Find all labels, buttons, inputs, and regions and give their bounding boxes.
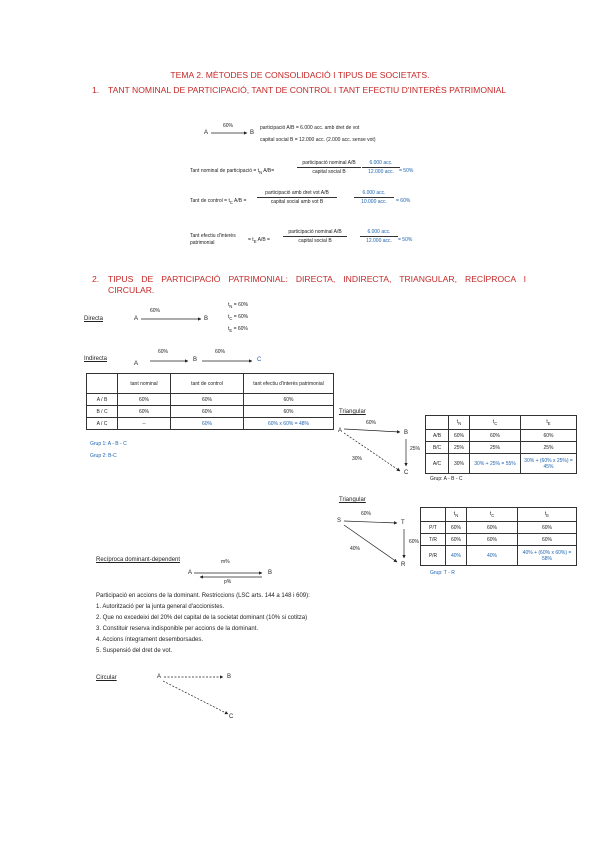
- s1-node-b: B: [250, 130, 255, 136]
- triangular2-st-label: 60%: [361, 511, 372, 517]
- indirecta-node-a: A: [134, 361, 139, 367]
- circular-label: Circular: [96, 675, 117, 681]
- indirecta-node-b: B: [193, 357, 198, 363]
- section1-number: 1.: [92, 85, 100, 95]
- formula-te-fraction: participació nominal A/B capital social B: [283, 229, 347, 244]
- indirecta-arrow1-label: 60%: [158, 349, 169, 355]
- formula-tn-values: 6.000 acc. 12.000 acc.: [362, 160, 400, 175]
- reciproca-node-b: B: [268, 570, 273, 576]
- triangular-arrow-ac: [344, 433, 400, 471]
- triangular2-group: Grup: T - R: [430, 570, 455, 576]
- reciproca-item: 1. Autorització per la junta general d'accionistes.: [96, 604, 225, 610]
- triangular2-node-r: R: [401, 562, 406, 568]
- formula-te-values: 6.000 acc. 12.000 acc.: [360, 229, 398, 244]
- table-row: A/C 30% 30% + 25% = 55% 30% + (60% x 25%) = 45%: [426, 454, 577, 474]
- circular-node-a: A: [157, 674, 162, 680]
- triangular-label: Triangular: [339, 409, 366, 415]
- table-row: A/B 60% 60% 60%: [426, 430, 577, 442]
- formula-te-lhs-line1: Tant efectiu d'interès: [190, 233, 236, 239]
- triangular-node-b: B: [404, 430, 409, 436]
- triangular-group: Grup: A - B - C: [430, 476, 463, 482]
- reciproca-item: 3. Constituir reserva indisponible per accions de la dominant.: [96, 626, 259, 632]
- triangular2-arrow-st: [344, 521, 397, 523]
- triangular2-sr-label: 40%: [350, 546, 361, 552]
- reciproca-item: 5. Suspensió del dret de vot.: [96, 648, 173, 654]
- indirecta-group1: Grup 1: A - B - C: [90, 441, 127, 447]
- triangular2-arrow-sr: [344, 525, 397, 562]
- triangular-node-c: C: [404, 470, 409, 476]
- section2-heading: TIPUS DE PARTICIPACIÓ PATRIMONIAL: DIRECTA, INDIRECTA, TRIANGULAR, RECÍPROCA I CIRCULAR.: [108, 274, 526, 295]
- triangular-bc-label: 25%: [410, 446, 421, 452]
- triangular-arrow-ab: [344, 429, 400, 432]
- reciproca-label: Recíproca dominant-dependent: [96, 557, 181, 563]
- circular-node-c: C: [229, 714, 234, 720]
- formula-te-lhs-tail: = $t_E$ A/B =: [248, 237, 270, 244]
- table-row: P/R 40% 40% 40% + (60% x 60%) = 58%: [421, 546, 577, 566]
- table-row: B/C 25% 25% 25%: [426, 442, 577, 454]
- s1-note-line1: participació A/B = 6.000 acc. amb dret de vot: [260, 125, 360, 131]
- table-row: A / B 60% 60% 60%: [87, 394, 334, 406]
- triangular-ab-label: 60%: [366, 420, 377, 426]
- formula-te-lhs-line2: patrimonial: [190, 240, 215, 246]
- indirecta-arrow2-label: 60%: [215, 349, 226, 355]
- indirecta-group2: Grup 2: B-C: [90, 453, 117, 459]
- triangular-ac-label: 30%: [352, 456, 363, 462]
- section1-heading: TANT NOMINAL DE PARTICIPACIÓ, TANT DE CONTROL I TANT EFECTIU D'INTERÈS PATRIMONIAL: [108, 85, 507, 95]
- directa-rate-c: $t_C = 60\%$: [228, 314, 249, 321]
- triangular-node-a: A: [338, 428, 343, 434]
- section2-number: 2.: [92, 274, 100, 284]
- directa-arrow-label: 60%: [150, 308, 161, 314]
- directa-rate-e: $t_E = 60\%$: [228, 326, 248, 333]
- reciproca-bottom-label: p%: [224, 579, 232, 585]
- circular-arrow-ac: [163, 681, 228, 714]
- reciproca-item: 2. Que no excedeixi del 20% del capital de la societat dominant (10% si cotitza): [96, 615, 308, 621]
- table-row: tant nominal tant de control tant efectiu d'interès patrimonial: [87, 374, 334, 394]
- formula-tc-fraction: participació amb dret vot A/B capital social amb vot B: [257, 190, 337, 205]
- directa-node-a: A: [134, 316, 139, 322]
- s1-arrow-label: 60%: [223, 123, 234, 129]
- triangular2-label: Triangular: [339, 497, 366, 503]
- directa-node-b: B: [204, 316, 209, 322]
- directa-label: Directa: [84, 316, 104, 322]
- directa-rate-n: $t_N = 60\%$: [228, 302, 249, 309]
- formula-te-result: = 50%: [398, 237, 413, 243]
- table-row: $t_N$ $t_C$ $t_E$: [426, 416, 577, 430]
- formula-tc-lhs: Tant de control = $t_C$ A/B =: [190, 198, 247, 205]
- reciproca-node-a: A: [188, 570, 193, 576]
- circular-node-b: B: [227, 674, 232, 680]
- triangular2-node-s: S: [337, 518, 342, 524]
- table-row: P/T 60% 60% 60%: [421, 522, 577, 534]
- triangular2-node-t: T: [401, 520, 405, 526]
- reciproca-intro: Participació en accions de la dominant. Restriccions (LSC arts. 144 a 148 i 609):: [96, 593, 310, 599]
- indirecta-label: Indirecta: [84, 356, 108, 362]
- table-row: B / C 60% 60% 60%: [87, 406, 334, 418]
- triangular2-tr-label: 60%: [409, 539, 420, 545]
- formula-tn-lhs: Tant nominal de participació = $t_N$ A/B=: [190, 168, 275, 175]
- table-row: T/R 60% 60% 60%: [421, 534, 577, 546]
- s1-node-a: A: [204, 130, 209, 136]
- reciproca-top-label: m%: [221, 559, 230, 565]
- formula-tc-result: = 60%: [396, 198, 411, 204]
- formula-tn-result: = 50%: [399, 168, 414, 174]
- table-row: A / C -- 60% 60% x 60% = 48%: [87, 418, 334, 430]
- formula-tc-values: 6.000 acc. 10.000 acc.: [354, 190, 394, 205]
- table-row: $t_N$ $t_C$ $t_E$: [421, 508, 577, 522]
- page-title: TEMA 2. MÈTODES DE CONSOLIDACIÓ I TIPUS DE SOCIETATS.: [170, 70, 430, 80]
- indirecta-node-c: C: [257, 357, 262, 363]
- s1-note-line2: capital social B = 12.000 acc. (2.000 acc. sense vot): [260, 137, 376, 143]
- formula-tn-fraction: participació nominal A/B capital social B: [297, 160, 361, 175]
- reciproca-item: 4. Accions íntegrament desemborsades.: [96, 637, 204, 643]
